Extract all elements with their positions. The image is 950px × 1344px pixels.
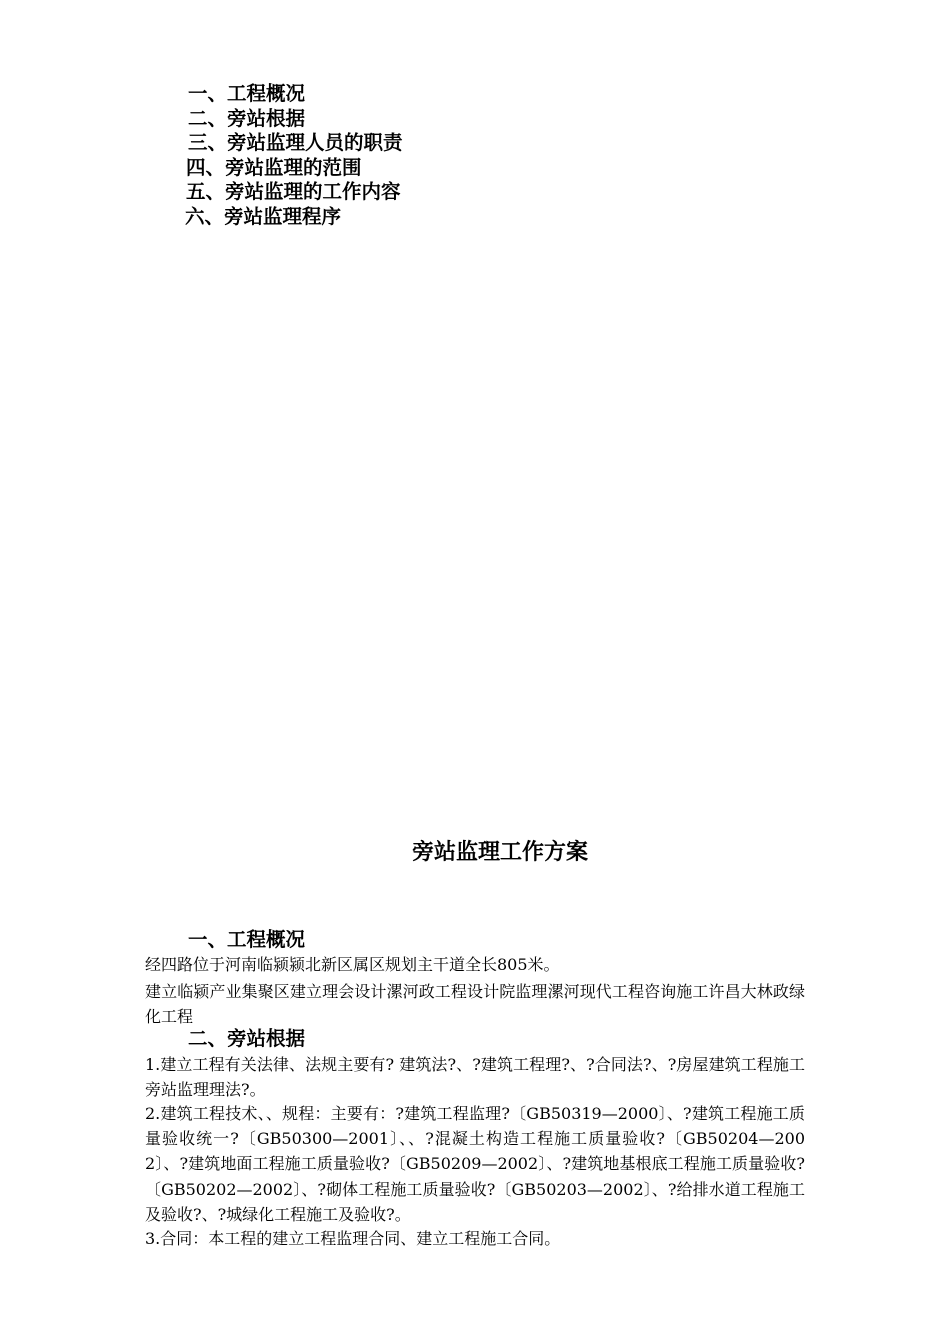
section-heading-overview: 一、工程概况 [188, 928, 306, 951]
toc-item-basis: 二、旁站根据 [188, 106, 306, 130]
toc-item-overview: 一、工程概况 [188, 82, 306, 105]
toc-item-scope: 四、旁站监理的范围 [186, 155, 362, 179]
toc-item-work-content: 五、旁站监理的工作内容 [186, 180, 401, 203]
basis-item-standards: 2.建筑工程技术、、规程：主要有：?建筑工程监理?〔GB50319—2000〕、?建筑工程施工质量验收统一?〔GB50300—2001〕、、?混凝土构造工程施工质量验收?〔GB50204—2002〕、?建筑地面工程施工质量验收?〔GB50209—2002〕、?建筑地基根底工程施工质量验收?〔GB50202—2002〕、?砌体工程施工质量验收?〔GB50203—2002〕、?给排水道工程施工及验收?、?城绿化工程施工及验收?。 [145, 1104, 805, 1224]
section-heading-basis: 二、旁站根据 [188, 1027, 306, 1050]
toc-item-procedure: 六、旁站监理程序 [185, 204, 342, 228]
table-of-contents [186, 82, 586, 229]
overview-paragraph-parties: 建立临颍产业集聚区建立理会设计漯河政工程设计院监理漯河现代工程咨询施工许昌大林政绿化工程 [145, 982, 805, 1027]
overview-paragraph-location: 经四路位于河南临颍颍北新区属区规划主干道全长805米。 [145, 955, 560, 974]
document-title: 旁站监理工作方案 [411, 840, 588, 865]
basis-item-contracts: 3.合同：本工程的建立工程监理合同、建立工程施工合同。 [145, 1229, 561, 1248]
basis-item-laws: 1.建立工程有关法律、法规主要有? 建筑法?、?建筑工程理?、?合同法?、?房屋建筑工程施工旁站监理理法?。 [145, 1055, 805, 1100]
toc-item-duties: 三、旁站监理人员的职责 [188, 131, 403, 154]
